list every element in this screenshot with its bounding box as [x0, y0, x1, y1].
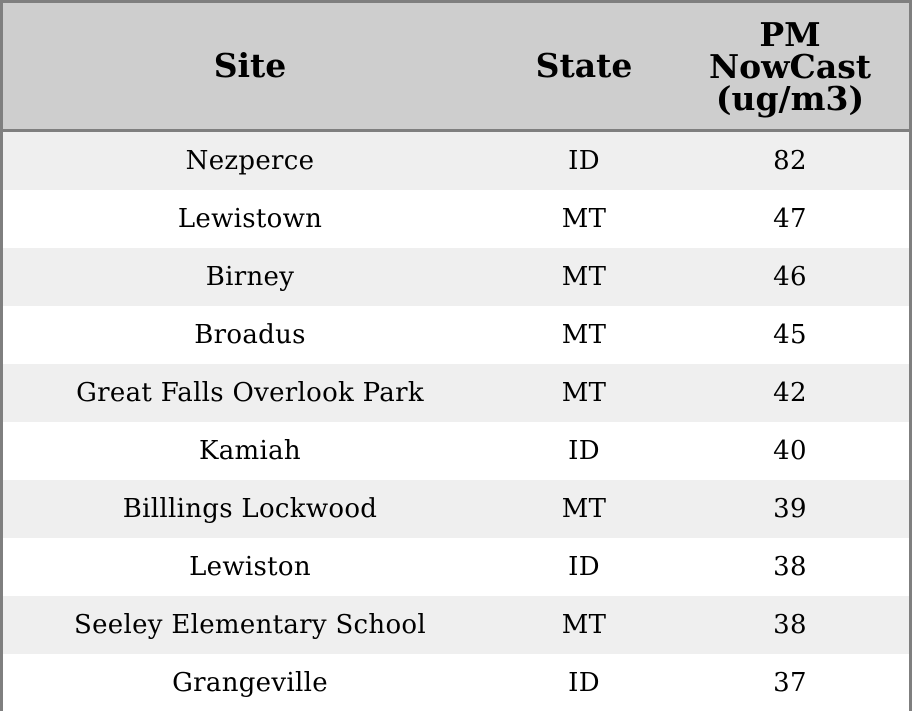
column-header-state: State — [535, 46, 633, 85]
table-cell-state: ID — [568, 146, 600, 176]
column-header-pm-nowcast: PM NowCast (ug/m3) — [708, 15, 872, 118]
table-cell-state: MT — [561, 378, 607, 408]
table-cell-pm-nowcast: 38 — [773, 610, 807, 640]
table-body — [3, 132, 909, 712]
table-cell-pm-nowcast: 38 — [773, 552, 807, 582]
table-cell-site: Seeley Elementary School — [74, 610, 426, 640]
table-cell-state: MT — [561, 494, 607, 524]
column-header-site: Site — [213, 46, 287, 85]
table-cell-site: Grangeville — [172, 668, 328, 698]
table-cell-pm-nowcast: 42 — [773, 378, 807, 408]
table-cell-state: ID — [568, 436, 600, 466]
table-row — [3, 248, 909, 306]
table-row — [3, 422, 909, 480]
table-cell-pm-nowcast: 40 — [773, 436, 807, 466]
table-cell-pm-nowcast: 46 — [773, 262, 807, 292]
table-cell-pm-nowcast: 82 — [773, 146, 807, 176]
table-row — [3, 480, 909, 538]
table-cell-state: ID — [568, 668, 600, 698]
table-cell-site: Great Falls Overlook Park — [76, 378, 424, 408]
table-cell-site: Nezperce — [185, 146, 315, 176]
table-cell-pm-nowcast: 39 — [773, 494, 807, 524]
table-row — [3, 654, 909, 712]
table-cell-site: Lewiston — [189, 552, 311, 582]
table-cell-state: MT — [561, 204, 607, 234]
table-cell-site: Lewistown — [177, 204, 323, 234]
table-cell-state: MT — [561, 610, 607, 640]
table-cell-state: ID — [568, 552, 600, 582]
table-cell-site: Kamiah — [199, 436, 301, 466]
table-header — [3, 3, 909, 132]
table-cell-pm-nowcast: 37 — [773, 668, 807, 698]
table-cell-state: MT — [561, 320, 607, 350]
table-cell-pm-nowcast: 45 — [773, 320, 807, 350]
table-cell-site: Broadus — [194, 320, 306, 350]
table-row — [3, 190, 909, 248]
table-cell-site: Birney — [205, 262, 295, 292]
table-row — [3, 132, 909, 190]
table-cell-state: MT — [561, 262, 607, 292]
table-row — [3, 596, 909, 654]
table-cell-pm-nowcast: 47 — [773, 204, 807, 234]
table-row — [3, 306, 909, 364]
table-cell-site: Billlings Lockwood — [122, 494, 378, 524]
table-row — [3, 364, 909, 422]
table-row — [3, 538, 909, 596]
